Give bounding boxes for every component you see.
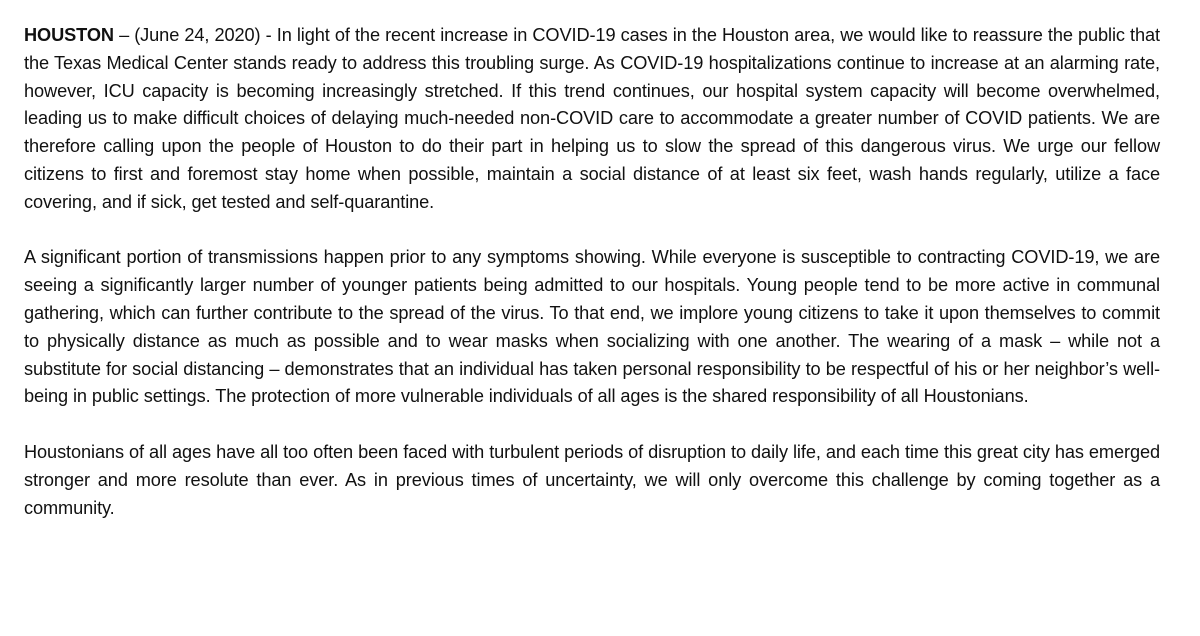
paragraph-2: A significant portion of transmissions happen prior to any symptoms showing. While everyone is susceptible to contracting COVID-19, we are seeing a significantly larger number of younger patients being admitted to our hospitals. Young people tend to be more active in communal gathering, which can further contribute to the spread of the virus. To that end, we implore young citizens to take it upon themselves to commit to physically distance as much as possible and to wear masks when socializing with one another. The wearing of a mask – while not a substitute for social distancing – demonstrates that an individual has taken personal responsibility to be respectful of his or her neighbor’s well-being in public settings. The protection of more vulnerable individuals of all ages is the shared responsibility of all Houstonians. bbox=[24, 247, 1160, 407]
press-release-body bbox=[24, 22, 1160, 522]
paragraph-1 bbox=[24, 22, 1160, 217]
dateline: HOUSTON bbox=[24, 25, 114, 45]
paragraph-3: Houstonians of all ages have all too often been faced with turbulent periods of disruption to daily life, and each time this great city has emerged stronger and more resolute than ever. As in previous times of uncertainty, we will only overcome this challenge by coming together as a community. bbox=[24, 441, 1160, 518]
paragraph-1-text: In light of the recent increase in COVID-19 cases in the Houston area, we would like to reassure the public that the Texas Medical Center stands ready to address this troubling surge. As COVID-19 hospitalizations continue to increase at an alarming rate, however, ICU capacity is becoming increasingly stretched. If this trend continues, our hospital system capacity will become overwhelmed, leading us to make difficult choices of delaying much-needed non-COVID care to accommodate a greater number of COVID patients. We are therefore calling upon the people of Houston to do their part in helping us to slow the spread of this dangerous virus. We urge our fellow citizens to first and foremost stay home when possible, maintain a social distance of at least six feet, wash hands regularly, utilize a face covering, and if sick, get tested and self-quarantine. bbox=[24, 25, 1160, 212]
release-date: – (June 24, 2020) - bbox=[113, 25, 277, 45]
